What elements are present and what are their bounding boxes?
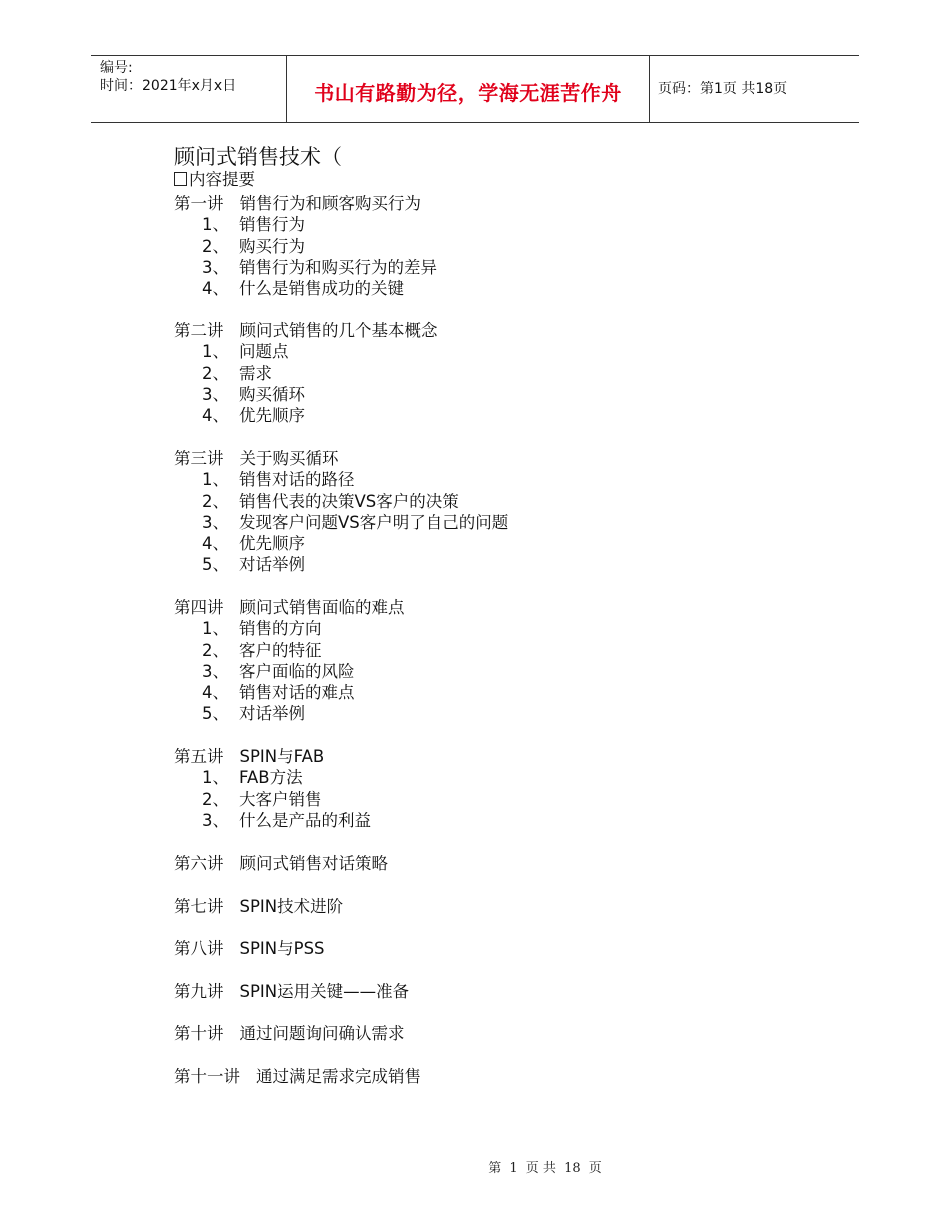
lecture-title: SPIN与PSS	[239, 939, 325, 958]
lecture-item-number: 1、	[202, 619, 229, 639]
lecture-title: 销售行为和顾客购买行为	[239, 194, 421, 213]
footer-total-pages: 18	[564, 1161, 581, 1176]
lecture-item-number: 1、	[202, 215, 229, 235]
footer-suffix: 页	[588, 1161, 602, 1176]
lecture-heading	[174, 938, 325, 959]
lecture-number: 第二讲	[174, 321, 224, 340]
lecture-item	[174, 214, 437, 235]
checkbox-icon	[174, 172, 187, 186]
page-footer	[0, 1157, 950, 1176]
lecture-title: 顾问式销售对话策略	[239, 854, 388, 873]
lecture-item-number: 3、	[202, 810, 229, 830]
lecture-block	[174, 597, 405, 725]
lecture-block	[174, 938, 325, 959]
lecture-item-number: 2、	[202, 363, 229, 383]
lecture-item-text: 大客户销售	[239, 789, 322, 809]
lecture-item-number: 2、	[202, 789, 229, 809]
lecture-item	[174, 405, 438, 426]
lecture-title: 通过满足需求完成销售	[256, 1067, 421, 1086]
lecture-item	[174, 789, 371, 810]
lecture-item	[174, 512, 508, 533]
lecture-item-number: 1、	[202, 768, 229, 788]
footer-mid: 页 共	[525, 1161, 556, 1176]
lecture-item-text: 对话举例	[239, 704, 305, 724]
lecture-heading	[174, 853, 388, 874]
lecture-block	[174, 448, 508, 576]
lecture-item	[174, 491, 508, 512]
lecture-block	[174, 981, 409, 1002]
header-right-cell	[650, 56, 859, 122]
lecture-heading	[174, 896, 343, 917]
toc-heading-label: 内容提要	[189, 170, 255, 189]
lecture-item	[174, 767, 371, 788]
header-page-info: 页码：第1页 共18页	[658, 81, 788, 97]
lecture-item-text: 销售对话的难点	[239, 683, 355, 703]
lecture-item-text: 对话举例	[239, 555, 305, 575]
lecture-heading	[174, 320, 438, 341]
page-header	[91, 55, 859, 123]
lecture-heading	[174, 597, 405, 618]
lecture-item	[174, 257, 437, 278]
lecture-item-text: 销售行为和购买行为的差异	[239, 257, 437, 277]
lecture-item	[174, 618, 405, 639]
document-time-label: 时间：2021年x月x日	[100, 78, 237, 94]
lecture-heading	[174, 448, 508, 469]
document-title: 顾问式销售技术（	[174, 145, 342, 169]
lecture-title: 通过问题询问确认需求	[239, 1024, 405, 1043]
lecture-item-text: 优先顺序	[239, 406, 305, 426]
lecture-item	[174, 469, 508, 490]
lecture-item-text: 需求	[239, 363, 272, 383]
header-left-cell	[91, 56, 286, 122]
lecture-item-number: 3、	[202, 512, 229, 532]
lecture-item	[174, 682, 405, 703]
lecture-item-number: 1、	[202, 342, 229, 362]
lecture-title: 关于购买循环	[239, 449, 339, 468]
header-motto: 书山有路勤为径，学海无涯苦作舟	[314, 81, 622, 105]
lecture-heading	[174, 746, 371, 767]
lecture-item-number: 3、	[202, 384, 229, 404]
lecture-item-text: 优先顺序	[239, 534, 305, 554]
lecture-item-number: 4、	[202, 406, 229, 426]
lecture-item	[174, 810, 371, 831]
lecture-item-text: 销售对话的路径	[239, 470, 355, 490]
lecture-heading	[174, 1066, 421, 1087]
lecture-item-text: 客户面临的风险	[239, 661, 355, 681]
footer-prefix: 第	[488, 1161, 502, 1176]
lecture-item-text: 发现客户问题VS客户明了自己的问题	[239, 512, 509, 532]
lecture-item-text: 购买循环	[239, 384, 305, 404]
lecture-number: 第十一讲	[174, 1067, 240, 1086]
lecture-item	[174, 384, 438, 405]
lecture-item	[174, 703, 405, 724]
lecture-item-text: 销售行为	[239, 215, 305, 235]
lecture-item	[174, 661, 405, 682]
header-motto-cell	[286, 56, 650, 122]
lecture-item-number: 3、	[202, 257, 229, 277]
lecture-heading	[174, 1023, 405, 1044]
lecture-item	[174, 363, 438, 384]
document-number-label: 编号:	[100, 60, 133, 76]
lecture-item-number: 1、	[202, 470, 229, 490]
lecture-item	[174, 640, 405, 661]
lecture-heading	[174, 193, 437, 214]
lecture-item-text: 客户的特征	[239, 640, 322, 660]
lecture-item-number: 4、	[202, 534, 229, 554]
lecture-item-text: 销售代表的决策VS客户的决策	[239, 491, 459, 511]
lecture-item	[174, 554, 508, 575]
lecture-item	[174, 278, 437, 299]
lecture-heading	[174, 981, 409, 1002]
lecture-title: SPIN技术进阶	[239, 897, 344, 916]
lecture-item-number: 2、	[202, 236, 229, 256]
lecture-title: 顾问式销售面临的难点	[239, 598, 405, 617]
lecture-number: 第八讲	[174, 939, 224, 958]
lecture-title: SPIN与FAB	[239, 747, 325, 766]
lecture-item-text: 销售的方向	[239, 619, 322, 639]
lecture-number: 第五讲	[174, 747, 224, 766]
lecture-item-number: 5、	[202, 555, 229, 575]
lecture-number: 第四讲	[174, 598, 224, 617]
lecture-number: 第七讲	[174, 897, 224, 916]
lecture-item-text: 问题点	[239, 342, 289, 362]
lecture-number: 第一讲	[174, 194, 224, 213]
lecture-block	[174, 853, 388, 874]
lecture-item-text: 什么是产品的利益	[239, 810, 371, 830]
lecture-item-number: 5、	[202, 704, 229, 724]
lecture-item-number: 2、	[202, 491, 229, 511]
lecture-number: 第六讲	[174, 854, 224, 873]
lecture-number: 第十讲	[174, 1024, 224, 1043]
lecture-title: SPIN运用关键——准备	[239, 982, 410, 1001]
lecture-block	[174, 746, 371, 831]
lecture-item-number: 2、	[202, 640, 229, 660]
toc-heading	[174, 169, 255, 191]
lecture-item	[174, 533, 508, 554]
lecture-item	[174, 236, 437, 257]
lecture-block	[174, 193, 437, 299]
lecture-block	[174, 1023, 405, 1044]
footer-page-number: 1	[509, 1161, 518, 1176]
lecture-item-text: 购买行为	[239, 236, 305, 256]
lecture-block	[174, 1066, 421, 1087]
lecture-item-text: 什么是销售成功的关键	[239, 279, 404, 299]
lecture-number: 第九讲	[174, 982, 224, 1001]
lecture-block	[174, 320, 438, 426]
lecture-item-number: 4、	[202, 279, 229, 299]
lecture-item-number: 4、	[202, 683, 229, 703]
lecture-item-number: 3、	[202, 661, 229, 681]
lecture-number: 第三讲	[174, 449, 224, 468]
lecture-item	[174, 341, 438, 362]
lecture-title: 顾问式销售的几个基本概念	[239, 321, 438, 340]
lecture-item-text: FAB方法	[239, 768, 303, 788]
lecture-block	[174, 896, 343, 917]
